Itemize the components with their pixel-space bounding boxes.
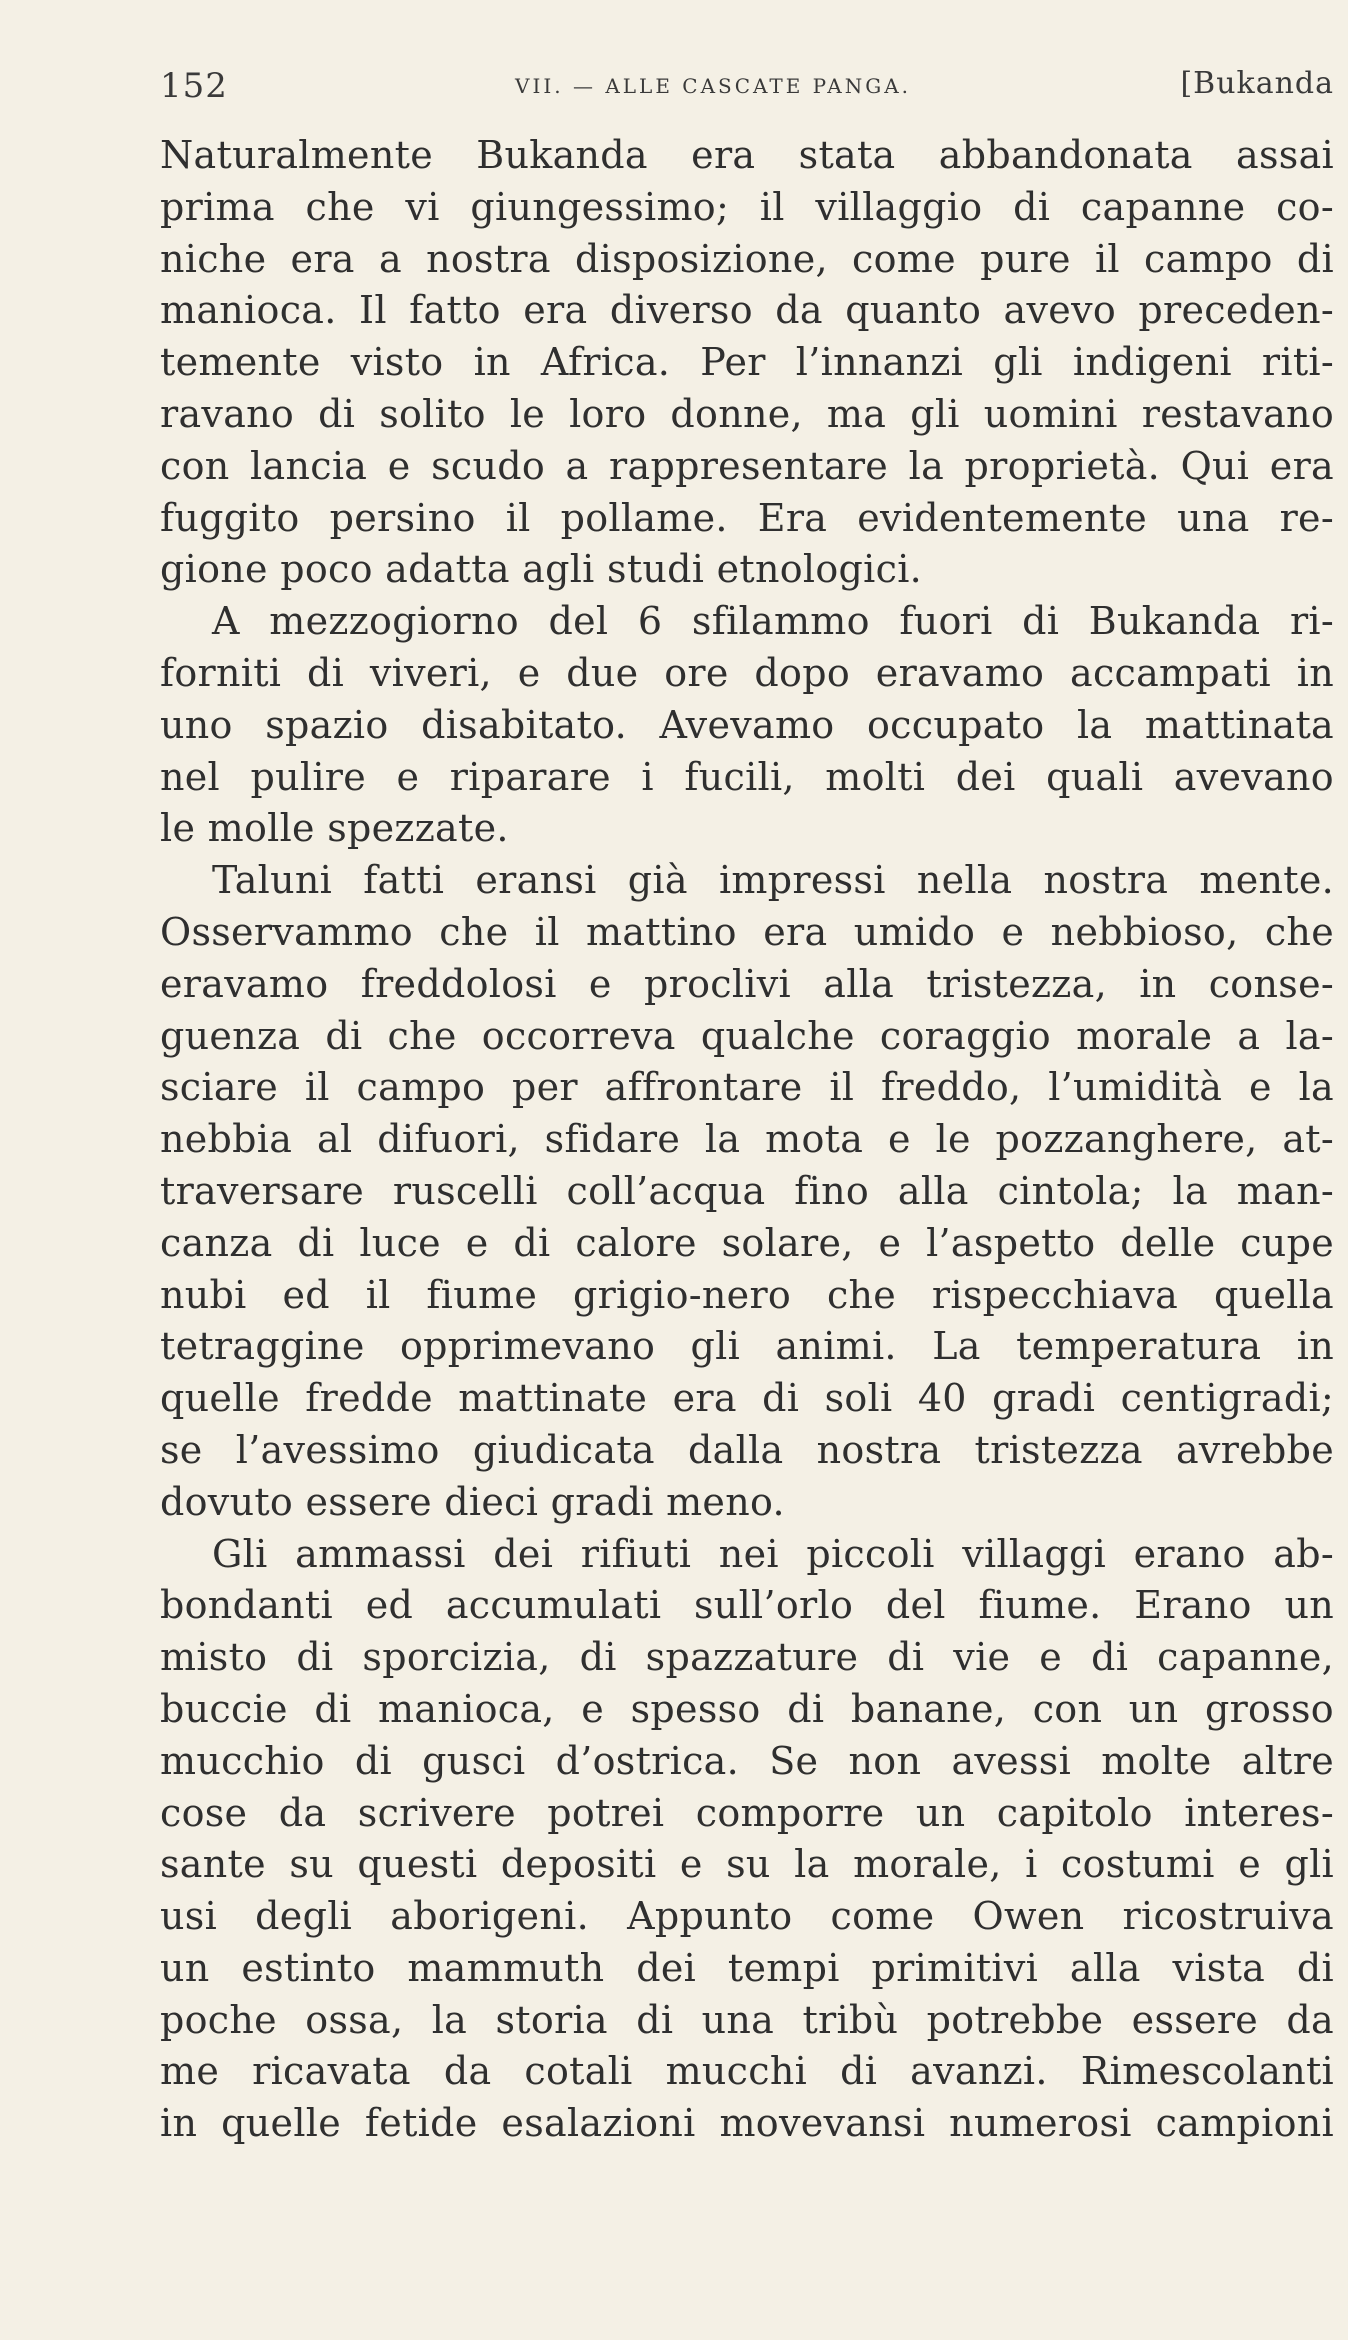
text-line: nel pulire e riparare i fucili, molti dei quali avevano: [160, 754, 1334, 799]
body-text: [160, 130, 1334, 2150]
section-marker: [Bukanda: [1180, 66, 1334, 101]
text-line: niche era a nostra disposizione, come pure il campo di: [160, 236, 1334, 281]
text-line: temente visto in Africa. Per l’innanzi gli indigeni riti-: [160, 340, 1334, 385]
text-line: eravamo freddolosi e proclivi alla tristezza, in conse-: [160, 961, 1334, 1006]
text-line: buccie di manioca, e spesso di banane, con un grosso: [160, 1686, 1334, 1731]
text-line: nubi ed il fiume grigio-nero che rispecchiava quella: [160, 1272, 1334, 1317]
text-line: traversare ruscelli coll’acqua fino alla cintola; la man-: [160, 1168, 1334, 1213]
text-line: A mezzogiorno del 6 sfilammo fuori di Bukanda ri-: [212, 599, 1334, 644]
text-line: Naturalmente Bukanda era stata abbandonata assai: [160, 133, 1334, 177]
text-line: dovuto essere dieci gradi meno.: [160, 1479, 785, 1524]
running-title: VII. — ALLE CASCATE PANGA.: [515, 74, 912, 98]
text-line: tetraggine opprimevano gli animi. La temperatura in: [160, 1324, 1334, 1369]
text-line: prima che vi giungessimo; il villaggio di capanne co-: [160, 184, 1334, 229]
text-line: canza di luce e di calore solare, e l’aspetto delle cupe: [160, 1220, 1334, 1265]
text-line: Osservammo che il mattino era umido e nebbioso, che: [160, 909, 1334, 954]
text-line: cose da scrivere potrei comporre un capitolo interes-: [160, 1790, 1334, 1835]
text-line: nebbia al difuori, sfidare la mota e le pozzanghere, at-: [160, 1117, 1334, 1162]
text-line: sante su questi depositi e su la morale, i costumi e gli: [160, 1842, 1334, 1887]
text-line: con lancia e scudo a rappresentare la proprietà. Qui era: [160, 443, 1334, 488]
text-line: Taluni fatti eransi già impressi nella nostra mente.: [212, 858, 1334, 903]
text-line: poche ossa, la storia di una tribù potrebbe essere da: [160, 1997, 1334, 2042]
text-line: quelle fredde mattinate era di soli 40 gradi centigradi;: [160, 1376, 1334, 1421]
text-line: se l’avessimo giudicata dalla nostra tristezza avrebbe: [160, 1427, 1334, 1472]
text-line: Gli ammassi dei rifiuti nei piccoli villaggi erano ab-: [212, 1531, 1334, 1576]
text-line: usi degli aborigeni. Appunto come Owen ricostruiva: [160, 1894, 1334, 1939]
text-line: me ricavata da cotali mucchi di avanzi. Rimescolanti: [160, 2049, 1334, 2094]
text-line: guenza di che occorreva qualche coraggio morale a la-: [160, 1013, 1334, 1058]
text-line: le molle spezzate.: [160, 806, 509, 851]
text-line: bondanti ed accumulati sull’orlo del fiume. Erano un: [160, 1583, 1334, 1628]
text-line: gione poco adatta agli studi etnologici.: [160, 547, 923, 592]
page-header: [160, 66, 1334, 118]
text-line: ravano di solito le loro donne, ma gli uomini restavano: [160, 391, 1334, 436]
text-line: manioca. Il fatto era diverso da quanto avevo preceden-: [160, 288, 1334, 333]
page-number: 152: [160, 66, 228, 106]
text-line: uno spazio disabitato. Avevamo occupato la mattinata: [160, 702, 1334, 747]
text-line: mucchio di gusci d’ostrica. Se non avessi molte altre: [160, 1738, 1334, 1783]
text-line: in quelle fetide esalazioni movevansi numerosi campioni: [160, 2101, 1334, 2146]
text-line: sciare il campo per affrontare il freddo, l’umidità e la: [160, 1065, 1334, 1110]
text-line: forniti di viveri, e due ore dopo eravamo accampati in: [160, 650, 1334, 695]
text-line: fuggito persino il pollame. Era evidentemente una re-: [160, 495, 1334, 540]
text-line: un estinto mammuth dei tempi primitivi alla vista di: [160, 1945, 1334, 1990]
text-line: misto di sporcizia, di spazzature di vie e di capanne,: [160, 1635, 1334, 1680]
